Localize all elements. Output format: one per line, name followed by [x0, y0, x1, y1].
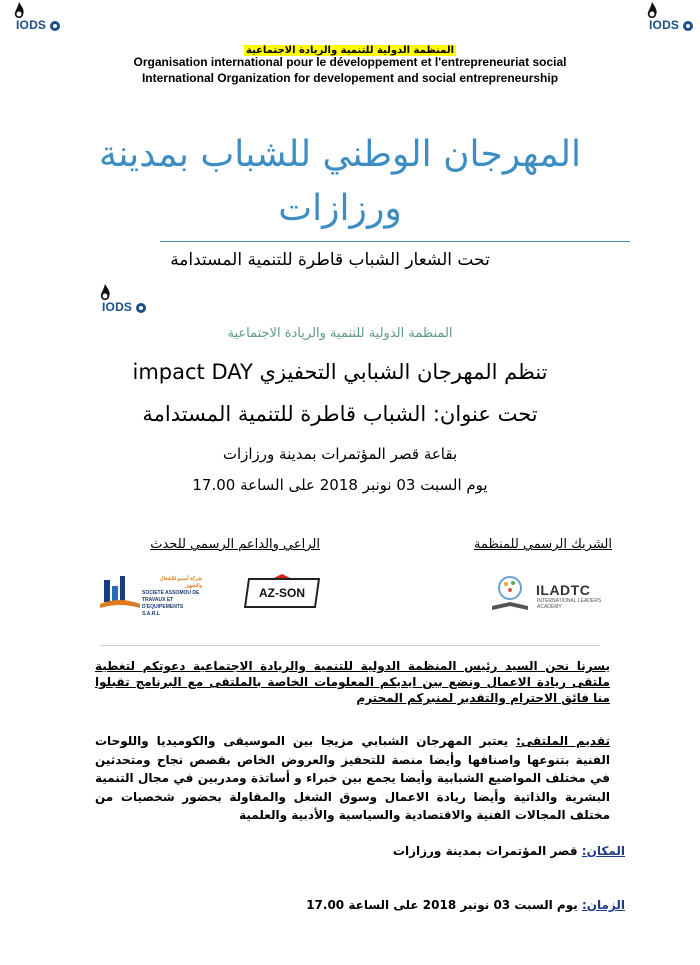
time-label: الزمان: — [581, 898, 625, 912]
header-org-arabic: المنظمة الدولية للتنمية والريادة الاجتماعية — [245, 45, 455, 56]
poster-headline: تنظم المهرجان الشبابي التحفيزي impact DAY — [132, 360, 548, 384]
iods-logo-left — [8, 2, 64, 36]
head-book-icon — [488, 574, 532, 614]
page-title: المهرجان الوطني للشباب بمدينة ورزازات — [99, 134, 581, 229]
page-subtitle: تحت الشعار الشباب قاطرة للتنمية المستدامة — [170, 250, 490, 270]
iladtc-subtitle: INTERNATIONAL LEADERS ACADEMY — [537, 598, 602, 610]
invitation-paragraph: يسرنا نحن السيد رئيس المنظمة الدولية للتنمية والريادة الاجتماعية دعوتكم لتغطية ملتقى ريادة الاعمال ونضع بين ايديكم المعلومات الخاصة بالملتقى مع البرنامج تقبلوا منا فائق الاحترام والتقدير لمنبركم المحترم — [95, 659, 610, 705]
intro-text: يعتبر المهرجان الشبابي مزيجا بين الموسيقى والكوميديا واللوحات الفنية بتنوعها واصنافها وأيضا منصة للتحفيز والعروض الخاص بقصص نجاح ومتحدثين في مختلف المواضيع الشبابية وأيضا يجمع بين خبراء و أساتذة ومدربين في مجال التنمية البشرية والذاتية وأيضا ريادة الاعمال وسوق الشغل والمقاولة بحضور شخصيات من مختلف المجالات الفنية والاقتصادية والسياسية والأدبية والعلمية — [95, 734, 610, 822]
assomou-logo — [98, 574, 202, 617]
place-line — [95, 844, 625, 858]
azson-name: AZ-SON — [259, 586, 305, 600]
poster-date: يوم السبت 03 نونبر 2018 على الساعة 17.00 — [192, 476, 488, 494]
azson-logo — [246, 574, 318, 612]
building-icon — [98, 574, 142, 614]
iladtc-logo — [488, 574, 608, 614]
intro-paragraph — [95, 732, 610, 825]
header-org-english: International Organization for developement and social entrepreneurship — [141, 71, 559, 85]
poster-theme: تحت عنوان: الشباب قاطرة للتنمية المستدامة — [142, 402, 538, 426]
gear-icon — [135, 302, 147, 314]
title-divider — [160, 241, 630, 242]
logo-text: IODS — [16, 18, 47, 32]
poster-venue: بقاعة قصر المؤتمرات بمدينة ورزازات — [222, 445, 458, 463]
official-partner-label: الشريك الرسمي للمنظمة — [473, 537, 612, 552]
sponsor-label: الراعي والداعم الرسمي للحدث — [150, 537, 320, 552]
gear-icon — [49, 20, 61, 32]
time-value: يوم السبت 03 نونبر 2018 على الساعة 17.00 — [306, 898, 582, 912]
logo-text: IODS — [102, 300, 133, 314]
poster-logo — [94, 284, 150, 318]
intro-label: تقديم الملتقى: — [516, 734, 610, 748]
section-divider — [100, 645, 600, 646]
poster-org-name: المنظمة الدولية للتنمية والريادة الاجتماعية — [227, 326, 453, 341]
iods-logo-right — [641, 2, 697, 36]
gear-icon — [682, 20, 694, 32]
assomou-text: شركة أسمو للأشغال والتجهيز SOCIETE ASSOMOU DE TRAVAUX ET D'EQUIPEMENTS S.A.R.L — [142, 576, 202, 617]
place-label: المكان: — [581, 844, 625, 858]
logo-text: IODS — [649, 18, 680, 32]
place-value: قصر المؤتمرات بمدينة ورزازات — [392, 844, 582, 858]
header-org-french: Organisation international pour le développement et l'entrepreneuriat social — [133, 55, 567, 69]
time-line — [95, 898, 625, 912]
iladtc-name: ILADTC — [536, 582, 591, 598]
